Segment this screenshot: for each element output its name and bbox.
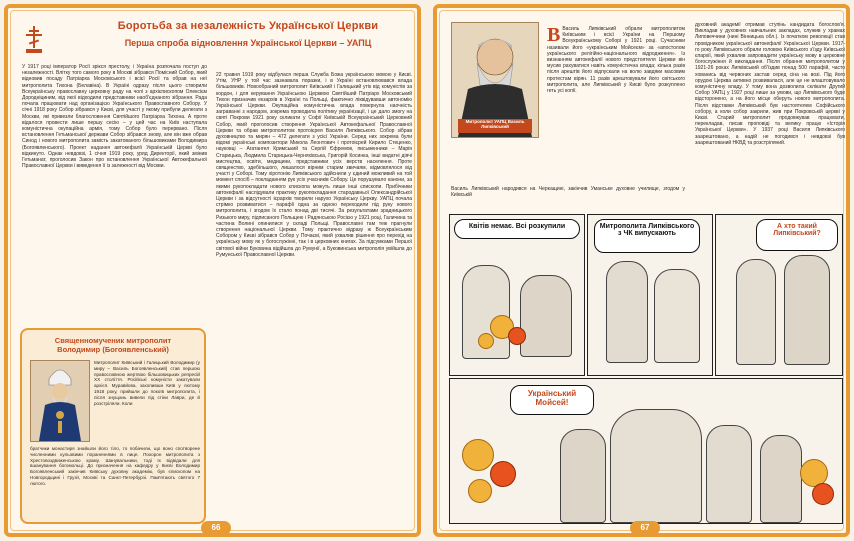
- biography-text-1: Митрополит Київський і Галицький Володимир (у миру – Василь Богоявленський) став першою православною жертвою більшовицьких репресій XX століття. Російські комуністи закатували архієп. Муравйова, захопивши Київ у лютому 1918 року, прийшли до покоїв митрополита, і після знущань вивели під стіни Лаври, де й розстріляли. Коли: [94, 360, 200, 406]
- page-subtitle: Перша спроба відновлення Української Церкви – УАПЦ: [124, 38, 372, 48]
- biography-text-2: братчики монастиря знайшли його тіло, то побачили, що воно спотворене численними кульовими пораненнями в лице. Похорон митрополита з Хрестовоздвиженською храму. Шанувальники, тоді їх відвідали для вшанування богомольці. До призначення на кафедру у Києві Володимир Богоявленський закінчив Київську духовну академію, був єпископом на Новгородщині і Грузії, Москві та Санкт-Петербурзі. Пам'ятають святого 7 лютого.: [30, 446, 200, 486]
- comic-panel-3: [715, 214, 843, 376]
- metropolitan-volodymyr-portrait: [30, 360, 90, 442]
- paragraph-text: У 1917 році імператор Росії зрікся престолу, і Україна розпочала поступ до незалежності. Влітку того самого року в Москві зібрався Помісний Собор, який відновив посаду Патріарха Московського і всієї Росії та обрав на неї митрополита Тихона (Белавіна). В Україні одразу після цього створили Всеукраїнську православну церковну раду на чолі з архієпископом Олексієм Дородніциним, від якої відходили представники наоб'єднаного зібрання. Рада почала працювати над організацією Українського Православного Собору. У січні 1918 року Собор зібрався у Києві, для участі у якому прибули делегати з Москви, які привезли благословення Святійшого Патріарха Тихона. А проте відалося провести лише першу сесію – у цей час на Київ наступала комуністична окупаційна армія, тому Собор було перервано. Після встановлення Гетьманської держави Собор зібрався знову, але він вже обрав Синод і нового митрополита замість закатованого більшовиками Володимира (Богоявленського). Проект надання автокефалії Українській Церкві було відкинуто. Однак невдовзі, 1 січня 1919 року, уряд Директорії, який змінив Гетьманат, проголосив Закон про встановлення Української Автокефальної Православної Церкви і виведення її із залежності від Москви.: [22, 64, 207, 170]
- biography-box: [20, 328, 206, 524]
- lypkivsky-portrait: [451, 22, 539, 138]
- speech-bubble-4: Український Мойсей!: [510, 385, 594, 415]
- text-column-1: [547, 26, 685, 180]
- right-page: [433, 4, 850, 537]
- paragraph-text: 22 травня 1919 року відбулася перша Служба Божа українською мовою у Києві. Утім, УНР у той час зазнавала поразки, і в Україні встановлювався влада більшовиків. Новообраний митрополит Київський і Галицький утік від комуністів за кордон, і для керування Українською Церквою Святійший Патріарх Московський Тихон призначив екзархів в Україні та Польщі, фактично ліквідувавши автономію Української Церкви. Окупаційна комуністична влада повернула наочність заграванні з народом, зокрема проводила політику українізації, і це дало змогу на святі Покрови 1921 року скликати у Софії Київській Всеукраїнський Церковний Собор, який проголосив створення Української Автокефальної Православної Церкви та обрав митрополитом протоієрея Василя Липківського. Собор зібрав духовництво та мирян – 472 делегати з усієї України. Серед них зокрема були відомі українські композитори Микола Леонтович і протоієрей Кирило Стеценко, науковці – Агатангел Кримський та Сергій Єфремов, письменники – Марія Старицька, Людмила Старицька-Черняхівська, Григорій Косинка, інші видатні діячі мистецтва, освіти, медицини, представники усіх верств населення. Проте священство, здебільшого, лишалося вірним старим звичаям, відмовлялося від участі у Соборі. Тому хіротонію Липківського здійснили у єдиний можливий на той момент спосіб – покладанням рук усіх учасників Собору. Це порушувало канони, за якими рукопокладати нового єпископа можуть лише інші єпископи. Прибічники автокефалії наслідували практику рукопокладання стародавньої Олександрійської Церкви і за відсутності ієрархів творили нарухо Українську Церкву. УАПЦ почала стрімко розвиватися – парафії одна за одною переходили під руку нового митрополита, і згодом їх стало понад дві тисячі. За результатами зрадницького Ризького миру, підписаного Польщею і Радянською Росією у 1921 році, Галичина та частина Волині опинилися у складі Польщі. Православні там теж прагнули створення національної Церкви. Тому практично відразу ж Всеукраїнським Собором у Києві зібрався Собор у Почаєві, який ухвалив рішення про перехід на українську мову як у богослужінні, так і в церковних книгах. За підсумками Першої світової війни Буковина відійшла до Румунії, а Буковинська митрополія увійшла до Румунської Православної Церкви.: [216, 72, 412, 258]
- paragraph-text: Василь Липківський народився на Черкащині, закінчив Уманське духовне училище, згодом у Київській: [451, 186, 685, 199]
- page-number: 67: [630, 521, 660, 535]
- orthodox-cross-icon: [24, 26, 44, 54]
- portrait-caption: Митрополит УАПЦ Василь Липківський: [458, 119, 532, 133]
- paragraph-text: Василь Липківський обрали митрополитом Київським і всієї України на Першому Всеукраїнському Соборі у 1921 році. Сучасники називали його «українським Мойсеєм» за «апостолом українського релігійно-національного відродження». Із визнанням автокефалії нового предстоятеля Церкви він мусив рахуватися навіть комуністична влада; кілька разів після арештів його відпускали на волю завдяки масовим протестам вірян. 11 разів арештовували його світського митрополита, але Липківський у Києві було розкуплено геть усі копії.: [547, 26, 685, 95]
- text-column-1: [22, 64, 207, 326]
- page-number: 66: [201, 521, 231, 535]
- portrait-illustration: [31, 361, 89, 441]
- drop-cap: В: [547, 24, 561, 46]
- page-title: Боротьба за незалежність Української Церкви: [117, 20, 379, 32]
- comic-strip: [449, 214, 843, 524]
- text-paragraph-bottom: [451, 186, 685, 214]
- biography-title: Священномученик митрополит Володимир (Богоявленський): [54, 336, 172, 354]
- comic-panel-2: [587, 214, 713, 376]
- speech-bubble-2: Митрополита Липківського з ЧК випускають: [594, 219, 700, 253]
- speech-bubble-3: А хто такий Липківський?: [756, 219, 838, 251]
- comic-panel-4: [449, 378, 843, 524]
- speech-bubble-1: Квітів немає. Всі розкупили: [454, 219, 580, 239]
- text-column-2: [695, 22, 845, 214]
- text-column-2: [216, 72, 412, 516]
- comic-panel-1: [449, 214, 585, 376]
- paragraph-text: духовний академії отримав ступінь кандидата богослов'я. Викладав у духовних навчальних закладах, служив у храмах Липовеччини (нині Вінницька обл.). Із початком революції став провідником української автокефалії Української Церкви. 1917-го року Липківського обрали головою Київського з'їзду Київської єпархії, який ухвалив запровадити українську мову в церковне богослужіння й викладання. Після обрання митрополитом у 1921-26 роках Липківський об'їздив понад 500 парафій, часто хованись від червоних застав серед сіна на возі. Під його орудою Церква активно розвивалася, але це не влаштовувало комуністичну владу. У тому вона дозволила склікати Другий Собор УАПЦ у 1927 році лише за умови, що Липківського буде відсторонено, а на його місце оберуть нового митрополита. Після відставки Липківський був настоятелем Софійського собору, а коли собор закрили, жив при Покровській церкві у Києві. Старий митрополит продовжував працювати, перекладав, писав проповіді та велику працю «Історія Української Церкви». У 1937 році Василя Липківського заарештовано, а надій не погодився і невдовзі був заарештований НКВД та розстріляний.: [695, 22, 845, 146]
- left-page: [4, 4, 421, 537]
